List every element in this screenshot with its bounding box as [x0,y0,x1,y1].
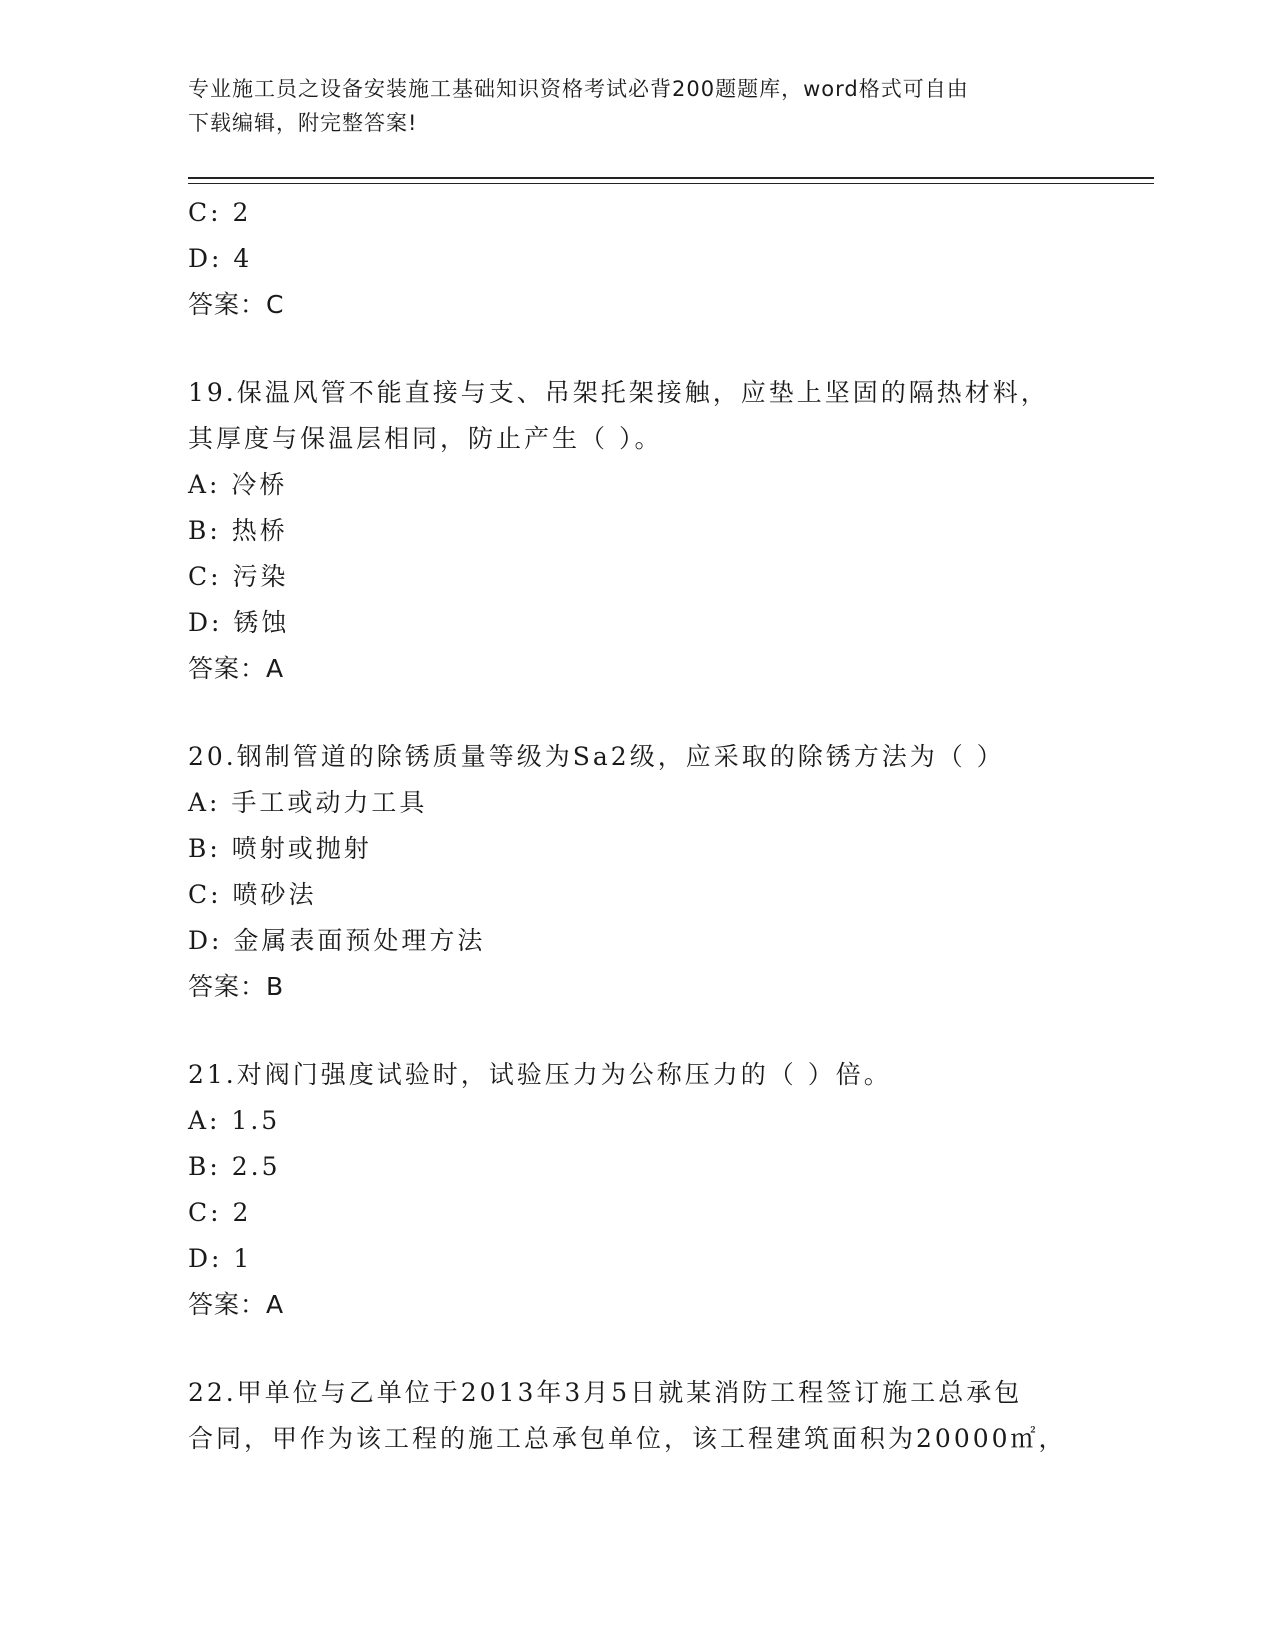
option-d: D: 1 [188,1244,253,1273]
header-divider-thin [188,183,1154,184]
question-stem-line: 22.甲单位与乙单位于2013年3月5日就某消防工程签订施工总承包 [188,1378,1023,1407]
option-c: C: 喷砂法 [188,880,317,909]
answer-line: 答案：A [188,1290,285,1319]
question-stem-line: 19.保温风管不能直接与支、吊架托架接触，应垫上坚固的隔热材料， [188,378,1049,407]
answer-line: 答案：B [188,972,285,1001]
option-d: D: 4 [188,244,253,273]
option-c: C: 2 [188,198,252,227]
option-b: B: 热桥 [188,516,288,545]
option-c: C: 污染 [188,562,289,591]
option-b: B: 2.5 [188,1152,281,1181]
header-line-2: 下载编辑，附完整答案! [188,111,418,135]
option-a: A: 手工或动力工具 [188,788,428,817]
question-content [188,190,1088,1462]
option-d: D: 金属表面预处理方法 [188,926,486,955]
option-a: A: 冷桥 [188,470,288,499]
question-20 [188,734,1088,1010]
question-21 [188,1052,1088,1328]
option-a: A: 1.5 [188,1106,281,1135]
answer-line: 答案：C [188,290,285,319]
option-b: B: 喷射或抛射 [188,834,372,863]
header-divider-thick [188,177,1154,179]
answer-line: 答案：A [188,654,285,683]
question-stem-line: 合同，甲作为该工程的施工总承包单位，该工程建筑面积为20000㎡， [188,1424,1067,1453]
previous-question-tail [188,190,1088,328]
question-stem-line: 21.对阀门强度试验时，试验压力为公称压力的（ ）倍。 [188,1060,892,1089]
question-22 [188,1370,1088,1462]
option-c: C: 2 [188,1198,252,1227]
option-d: D: 锈蚀 [188,608,290,637]
question-stem-line: 20.钢制管道的除锈质量等级为Sa2级，应采取的除锈方法为（ ） [188,742,1005,771]
question-stem-line: 其厚度与保温层相同，防止产生（ ）。 [188,424,663,453]
header-line-1: 专业施工员之设备安装施工基础知识资格考试必背200题题库，word格式可自由 [188,77,969,101]
question-19 [188,370,1088,692]
page-header [188,72,1088,140]
